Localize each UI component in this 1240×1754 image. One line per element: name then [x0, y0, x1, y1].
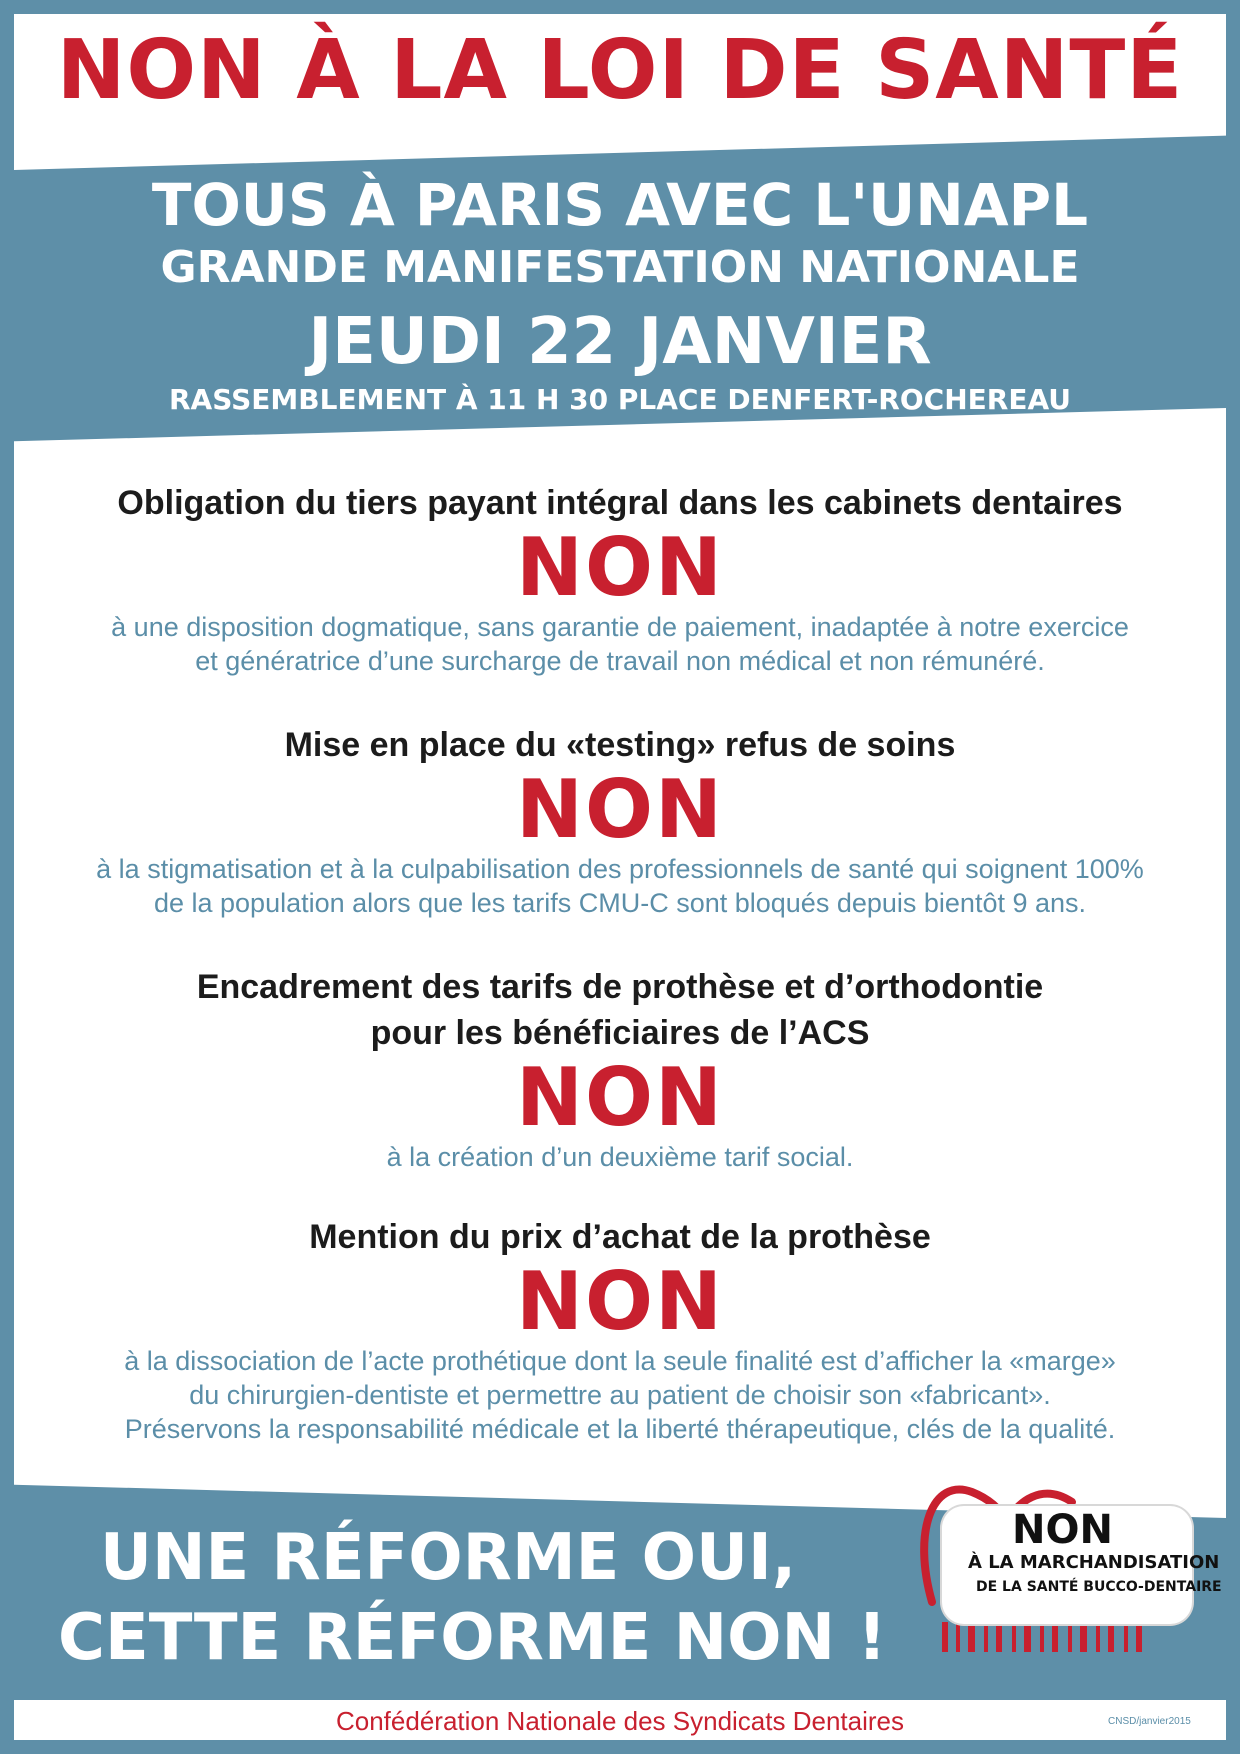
section-body-line: du chirurgien-dentiste et permettre au patient de choisir son «fabricant». [189, 1380, 1051, 1410]
section-body-line: à la dissociation de l’acte prothétique dont la seule finalité est d’afficher la «marge» [124, 1346, 1116, 1376]
footer-code: CNSD/janvier2015 [1108, 1716, 1191, 1727]
section-heading-line: Mise en place du «testing» refus de soins [284, 726, 956, 764]
headline-paris: TOUS À PARIS AVEC L'UNAPL [151, 171, 1089, 239]
non-stamp: NON [516, 1255, 724, 1348]
non-stamp: NON [516, 763, 724, 856]
section-body [14, 1140, 1226, 1174]
headline-location: RASSEMBLEMENT À 11 H 30 PLACE DENFERT-ROCHEREAU [168, 383, 1072, 416]
section-body-line: de la population alors que les tarifs CMU-C sont bloqués depuis bientôt 9 ans. [153, 888, 1087, 918]
section-heading-line: Obligation du tiers payant intégral dans les cabinets dentaires [117, 484, 1123, 522]
section-heading [14, 964, 1226, 1056]
marchandisation-badge [872, 1472, 1222, 1652]
section-body-line: à une disposition dogmatique, sans garantie de paiement, inadaptée à notre exercice [111, 612, 1129, 642]
badge-non: NON [1012, 1507, 1113, 1553]
main-title: NON À LA LOI DE SANTÉ [56, 23, 1184, 118]
section-testing [14, 722, 1226, 920]
badge-line-2: À LA MARCHANDISATION [968, 1552, 1220, 1573]
section-heading-line: pour les bénéficiaires de l’ACS [370, 1014, 870, 1052]
section-prix-achat [14, 1214, 1226, 1446]
badge-line-3: DE LA SANTÉ BUCCO-DENTAIRE [976, 1579, 1222, 1595]
footer-organization: Confédération Nationale des Syndicats Dentaires [335, 1706, 904, 1736]
section-encadrement-tarifs [14, 964, 1226, 1174]
section-tiers-payant [14, 480, 1226, 678]
section-heading [14, 480, 1226, 526]
section-body [14, 1344, 1226, 1446]
non-stamp: NON [516, 1051, 724, 1144]
non-stamp: NON [516, 521, 724, 614]
section-heading [14, 1214, 1226, 1260]
slogan-line-2: CETTE RÉFORME NON ! [58, 1601, 887, 1675]
section-body-line: Préservons la responsabilité médicale et la liberté thérapeutique, clés de la qualité. [124, 1414, 1116, 1444]
section-body-line: à la création d’un deuxième tarif social. [386, 1142, 854, 1172]
headline-manifestation: GRANDE MANIFESTATION NATIONALE [160, 242, 1080, 293]
section-heading-line: Encadrement des tarifs de prothèse et d’orthodontie [196, 968, 1044, 1006]
headline-date: JEUDI 22 JANVIER [308, 305, 932, 379]
section-body [14, 852, 1226, 920]
section-body-line: à la stigmatisation et à la culpabilisation des professionnels de santé qui soignent 100% [96, 854, 1144, 884]
section-heading [14, 722, 1226, 768]
section-body-line: et génératrice d’une surcharge de travail non médical et non rémunéré. [195, 646, 1045, 676]
slogan-line-1: UNE RÉFORME OUI, [100, 1521, 797, 1595]
section-heading-line: Mention du prix d’achat de la prothèse [309, 1218, 931, 1256]
section-body [14, 610, 1226, 678]
